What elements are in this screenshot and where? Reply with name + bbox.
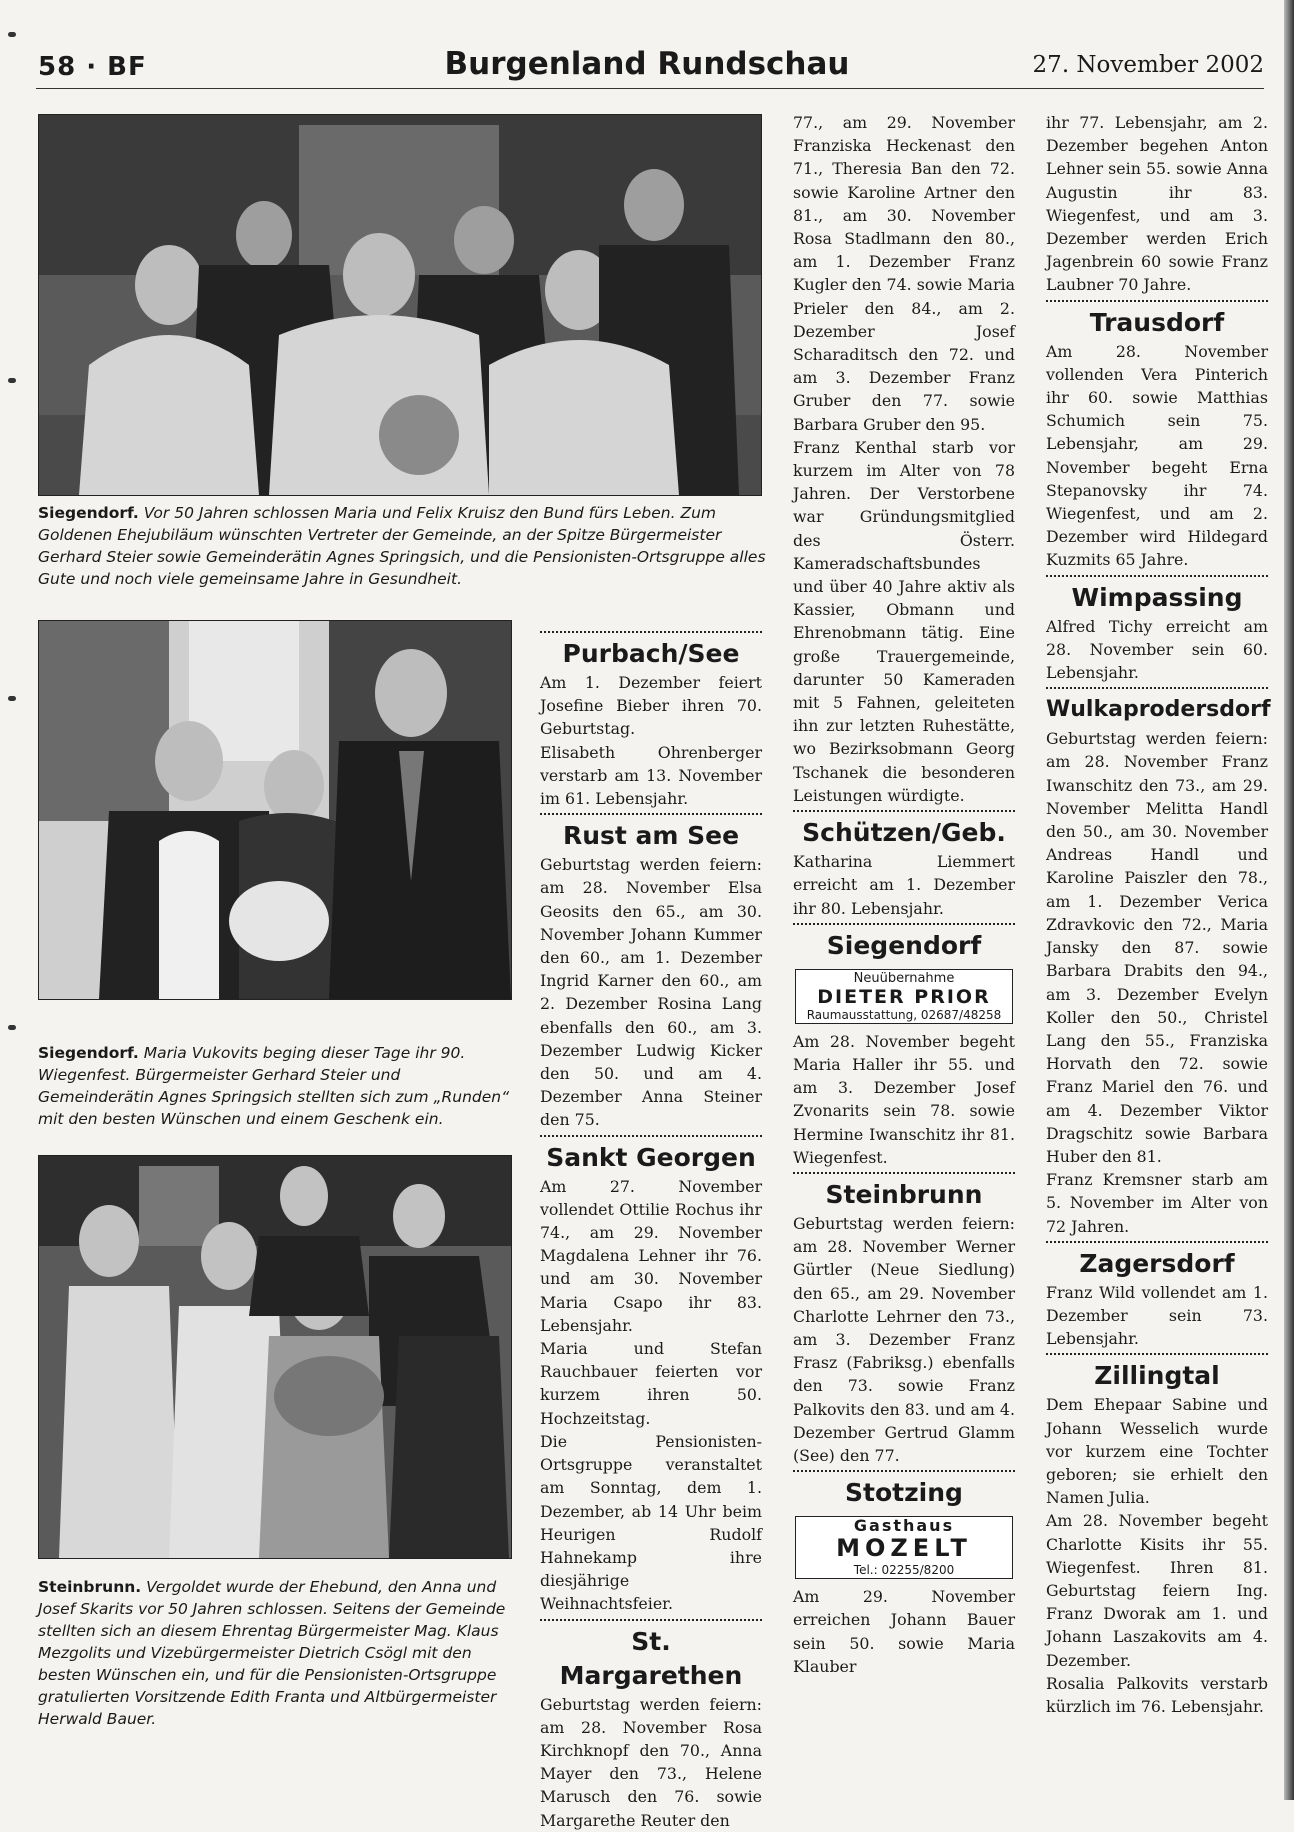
section-divider [1046,1241,1268,1243]
paragraph: Dem Ehepaar Sabine und Johann Wesselich wurde vor kurzem eine Tochter geboren; sie erhielt den Namen Julia. [1046,1395,1268,1508]
photo-birthday-vukovits [38,620,512,1000]
photo-golden-anniversary-kruisz [38,114,762,496]
section-title-sankt-georgen: Sankt Georgen [546,1142,756,1172]
photo-golden-anniversary-skarits [38,1155,512,1559]
paragraph: Am 28. November begeht Maria Haller ihr 55. und am 3. Dezember Josef Zvonarits sein 78. sowie Hermine Iwanschitz ihr 81. Wiegenfest. [793,1031,1015,1167]
scan-mark [8,696,16,701]
paragraph: Am 27. November vollendet Ottilie Rochus ihr 74., am 29. November Magdalena Lehner ihr 76. und am 30. November Maria Csapo ihr 83. Lebensjahr. [540,1176,762,1335]
advertisement-dieter-prior [795,969,1013,1024]
section-title-zagersdorf: Zagersdorf [1079,1248,1235,1278]
caption-place: Siegendorf. [38,1044,139,1062]
ad-line: Gasthaus [853,1516,955,1536]
section-title-steinbrunn: Steinbrunn [825,1179,983,1209]
paragraph: Geburtstag werden feiern: am 28. November Werner Gürtler (Neue Siedlung) den 65., am 29. November Charlotte Lehrner den 73., am 3. Dezember Franz Frasz (Fabriksg.) ebenfalls den 73. sowie Franz Palkovits den 83. und am 4. Dezember Gertrud Glamm (See) den 77. [793,1213,1015,1465]
advertisement-gasthaus-mozelt [795,1516,1013,1579]
paragraph: Katharina Liemmert erreicht am 1. Dezember ihr 80. Lebensjahr. [793,852,1015,918]
caption-photo-1 [38,502,768,590]
section-title-stotzing: Stotzing [845,1478,963,1508]
section-title-rust: Rust am See [562,821,740,851]
paragraph: Am 28. November begeht Charlotte Kisits ihr 55. Wiegenfest. Ihren 81. Geburtstag feiern Ing. Franz Dworak am 1. und Johann Laszakovits am 4. Dezember. [1046,1511,1268,1670]
paragraph: Franz Kenthal starb vor kurzem im Alter von 78 Jahren. Der Verstorbene war Gründungsmitglied des Österr. Kameradschaftsbundes und über 40 Jahre aktiv als Kassier, Obmann und Ehrenobmann tätig. Eine große Trauergemeinde, darunter 50 Kameraden mit 5 Fahnen, geleiteten ihn zur letzten Ruhestätte, wo Bezirksobmann Georg Tschanek die besonderen Leistungen würdigte. [793,437,1015,805]
paragraph: Am 1. Dezember feiert Josefine Bieber ihren 70. Geburtstag. [540,673,762,739]
page-edge-shadow [1284,0,1294,1800]
section-divider [793,923,1015,925]
scan-mark [8,378,16,383]
section-title-wulkaprodersdorf: Wulkaprodersdorf [1046,697,1271,723]
caption-text: Maria Vukovits beging dieser Tage ihr 90. Wiegenfest. Bürgermeister Gerhard Steier und Gemeinderätin Agnes Springsich stellten sich zum „Runden“ mit den besten Wünschen und einem Geschenk ein. [38,1044,510,1128]
paragraph: Maria und Stefan Rauchbauer feierten vor kurzem ihren 50. Hochzeitstag. [540,1339,762,1428]
section-divider [793,1172,1015,1174]
page-number: 58 · BF [38,52,147,82]
section-divider [1046,1353,1268,1355]
caption-place: Siegendorf. [38,504,139,522]
section-title-wimpassing: Wimpassing [1071,582,1243,612]
caption-photo-2 [38,1042,518,1130]
caption-place: Steinbrunn. [38,1578,142,1596]
paragraph: Elisabeth Ohrenberger verstarb am 13. November im 61. Lebensjahr. [540,742,762,809]
section-divider [540,813,762,815]
column-1 [540,628,762,1832]
section-title-purbach: Purbach/See [562,639,740,668]
section-divider [540,1619,762,1621]
section-title-trausdorf: Trausdorf [1089,307,1225,337]
ad-contact: Tel.: 02255/8200 [853,1563,955,1578]
paragraph: Am 29. November erreichen Johann Bauer sein 50. sowie Maria Klauber [793,1587,1015,1676]
scan-mark [8,1025,16,1030]
paragraph: Geburtstag werden feiern: am 28. November Rosa Kirchknopf den 70., Anna Mayer den 73., Helene Marusch den 76. sowie Margarethe Reuter den [540,1694,762,1830]
section-divider [793,1470,1015,1472]
caption-text: Vor 50 Jahren schlossen Maria und Felix Kruisz den Bund fürs Leben. Zum Goldenen Ehejubiläum wünschten Vertreter der Gemeinde, an der Spitze Bürgermeister Gerhard Steier sowie Gemeinderätin Agnes Springsich, und die Pensionisten-Ortsgruppe alles Gute und noch viele gemeinsame Jahre in Gesundheit. [38,504,766,588]
paragraph: Alfred Tichy erreicht am 28. November sein 60. Lebensjahr. [1046,616,1268,683]
paragraph: Franz Kremsner starb am 5. November im Alter von 72 Jahren. [1046,1170,1268,1236]
section-divider [1046,687,1268,689]
header-rule [36,88,1264,89]
column-2 [793,111,1015,1678]
ad-contact: Raumausstattung, 02687/48258 [806,1007,1002,1022]
section-title-st-margarethen: St. Margarethen [559,1626,743,1690]
ad-name: MOZELT [836,1534,972,1563]
section-divider [1046,575,1268,577]
column-3 [1046,111,1271,1718]
paragraph: Die Pensionisten-Ortsgruppe veranstaltet am Sonntag, dem 1. Dezember, ab 14 Uhr beim Heurigen Rudolf Hahnekamp ihre diesjährige Weihnachtsfeier. [540,1431,762,1614]
section-title-siegendorf: Siegendorf [826,930,982,960]
issue-date: 27. November 2002 [1032,52,1264,78]
ad-line: Neuübernahme [853,970,955,986]
paragraph: 77., am 29. November Franziska Heckenast den 71., Theresia Ban den 72. sowie Karoline Artner den 81., am 30. November Rosa Stadlmann den 80., am 1. Dezember Franz Kugler den 74. sowie Maria Prieler den 84., am 2. Dezember Josef Scharaditsch den 72. und am 3. Dezember Franz Gruber den 77. sowie Barbara Gruber den 95. [793,113,1015,434]
paragraph: Geburtstag werden feiern: am 28. November Elsa Geosits den 65., am 30. November Johann Kummer den 60., am 1. Dezember Ingrid Karner den 60., am 2. Dezember Rosina Lang ebenfalls den 60., am 3. Dezember Ludwig Kicker den 50. und am 4. Dezember Anna Steiner den 75. [540,855,762,1130]
paragraph: Rosalia Palkovits verstarb kürzlich im 76. Lebensjahr. [1046,1673,1268,1716]
section-title-zillingtal: Zillingtal [1094,1361,1220,1391]
paragraph: Franz Wild vollendet am 1. Dezember sein 73. Lebensjahr. [1046,1282,1268,1349]
section-divider [1046,300,1268,302]
caption-photo-3 [38,1576,518,1730]
paragraph: Geburtstag werden feiern: am 28. November Franz Iwanschitz den 73., am 29. November Melitta Handl den 50., am 30. November Andreas Handl und Karoline Paiszler den 78., am 1. Dezember Verica Zdravkovic den 72., Maria Jansky den 87. sowie Barbara Drabits den 94., am 3. Dezember Evelyn Koller den 50., Christel Lang den 55., Franziska Horvath den 72. sowie Franz Mariel den 76. und am 4. Dezember Viktor Dragschitz sowie Barbara Huber den 81. [1046,729,1268,1166]
paragraph: Am 28. November vollenden Vera Pinterich ihr 60. sowie Matthias Schumich sein 75. Lebensjahr, am 29. November begeht Erna Stepanovsky ihr 74. Wiegenfest, und am 2. Dezember wird Hildegard Kuzmits 65 Jahre. [1046,341,1268,570]
caption-text: Vergoldet wurde der Ehebund, den Anna und Josef Skarits vor 50 Jahren schlossen. Seitens der Gemeinde stellten sich an diesem Ehrentag Bürgermeister Mag. Klaus Mezgolits und Vizebürgermeister Dietrich Csögl mit den besten Wünschen ein, und für die Pensionisten-Ortsgruppe gratulierten Vorsitzende Edith Franta und Altbürgermeister Herwald Bauer. [38,1578,506,1728]
section-divider [540,1135,762,1137]
section-title-schuetzen: Schützen/Geb. [802,818,1006,848]
paragraph: ihr 77. Lebensjahr, am 2. Dezember begehen Anton Lehner sein 55. sowie Anna Augustin ihr 83. Wiegenfest, und am 3. Dezember werden Erich Jagenbrein 60 sowie Franz Laubner 70 Jahre. [1046,113,1268,295]
section-divider [793,810,1015,812]
section-divider [540,631,762,633]
ad-name: DIETER PRIOR [817,985,991,1008]
scan-mark [8,32,16,37]
newspaper-title: Burgenland Rundschau [444,46,850,82]
